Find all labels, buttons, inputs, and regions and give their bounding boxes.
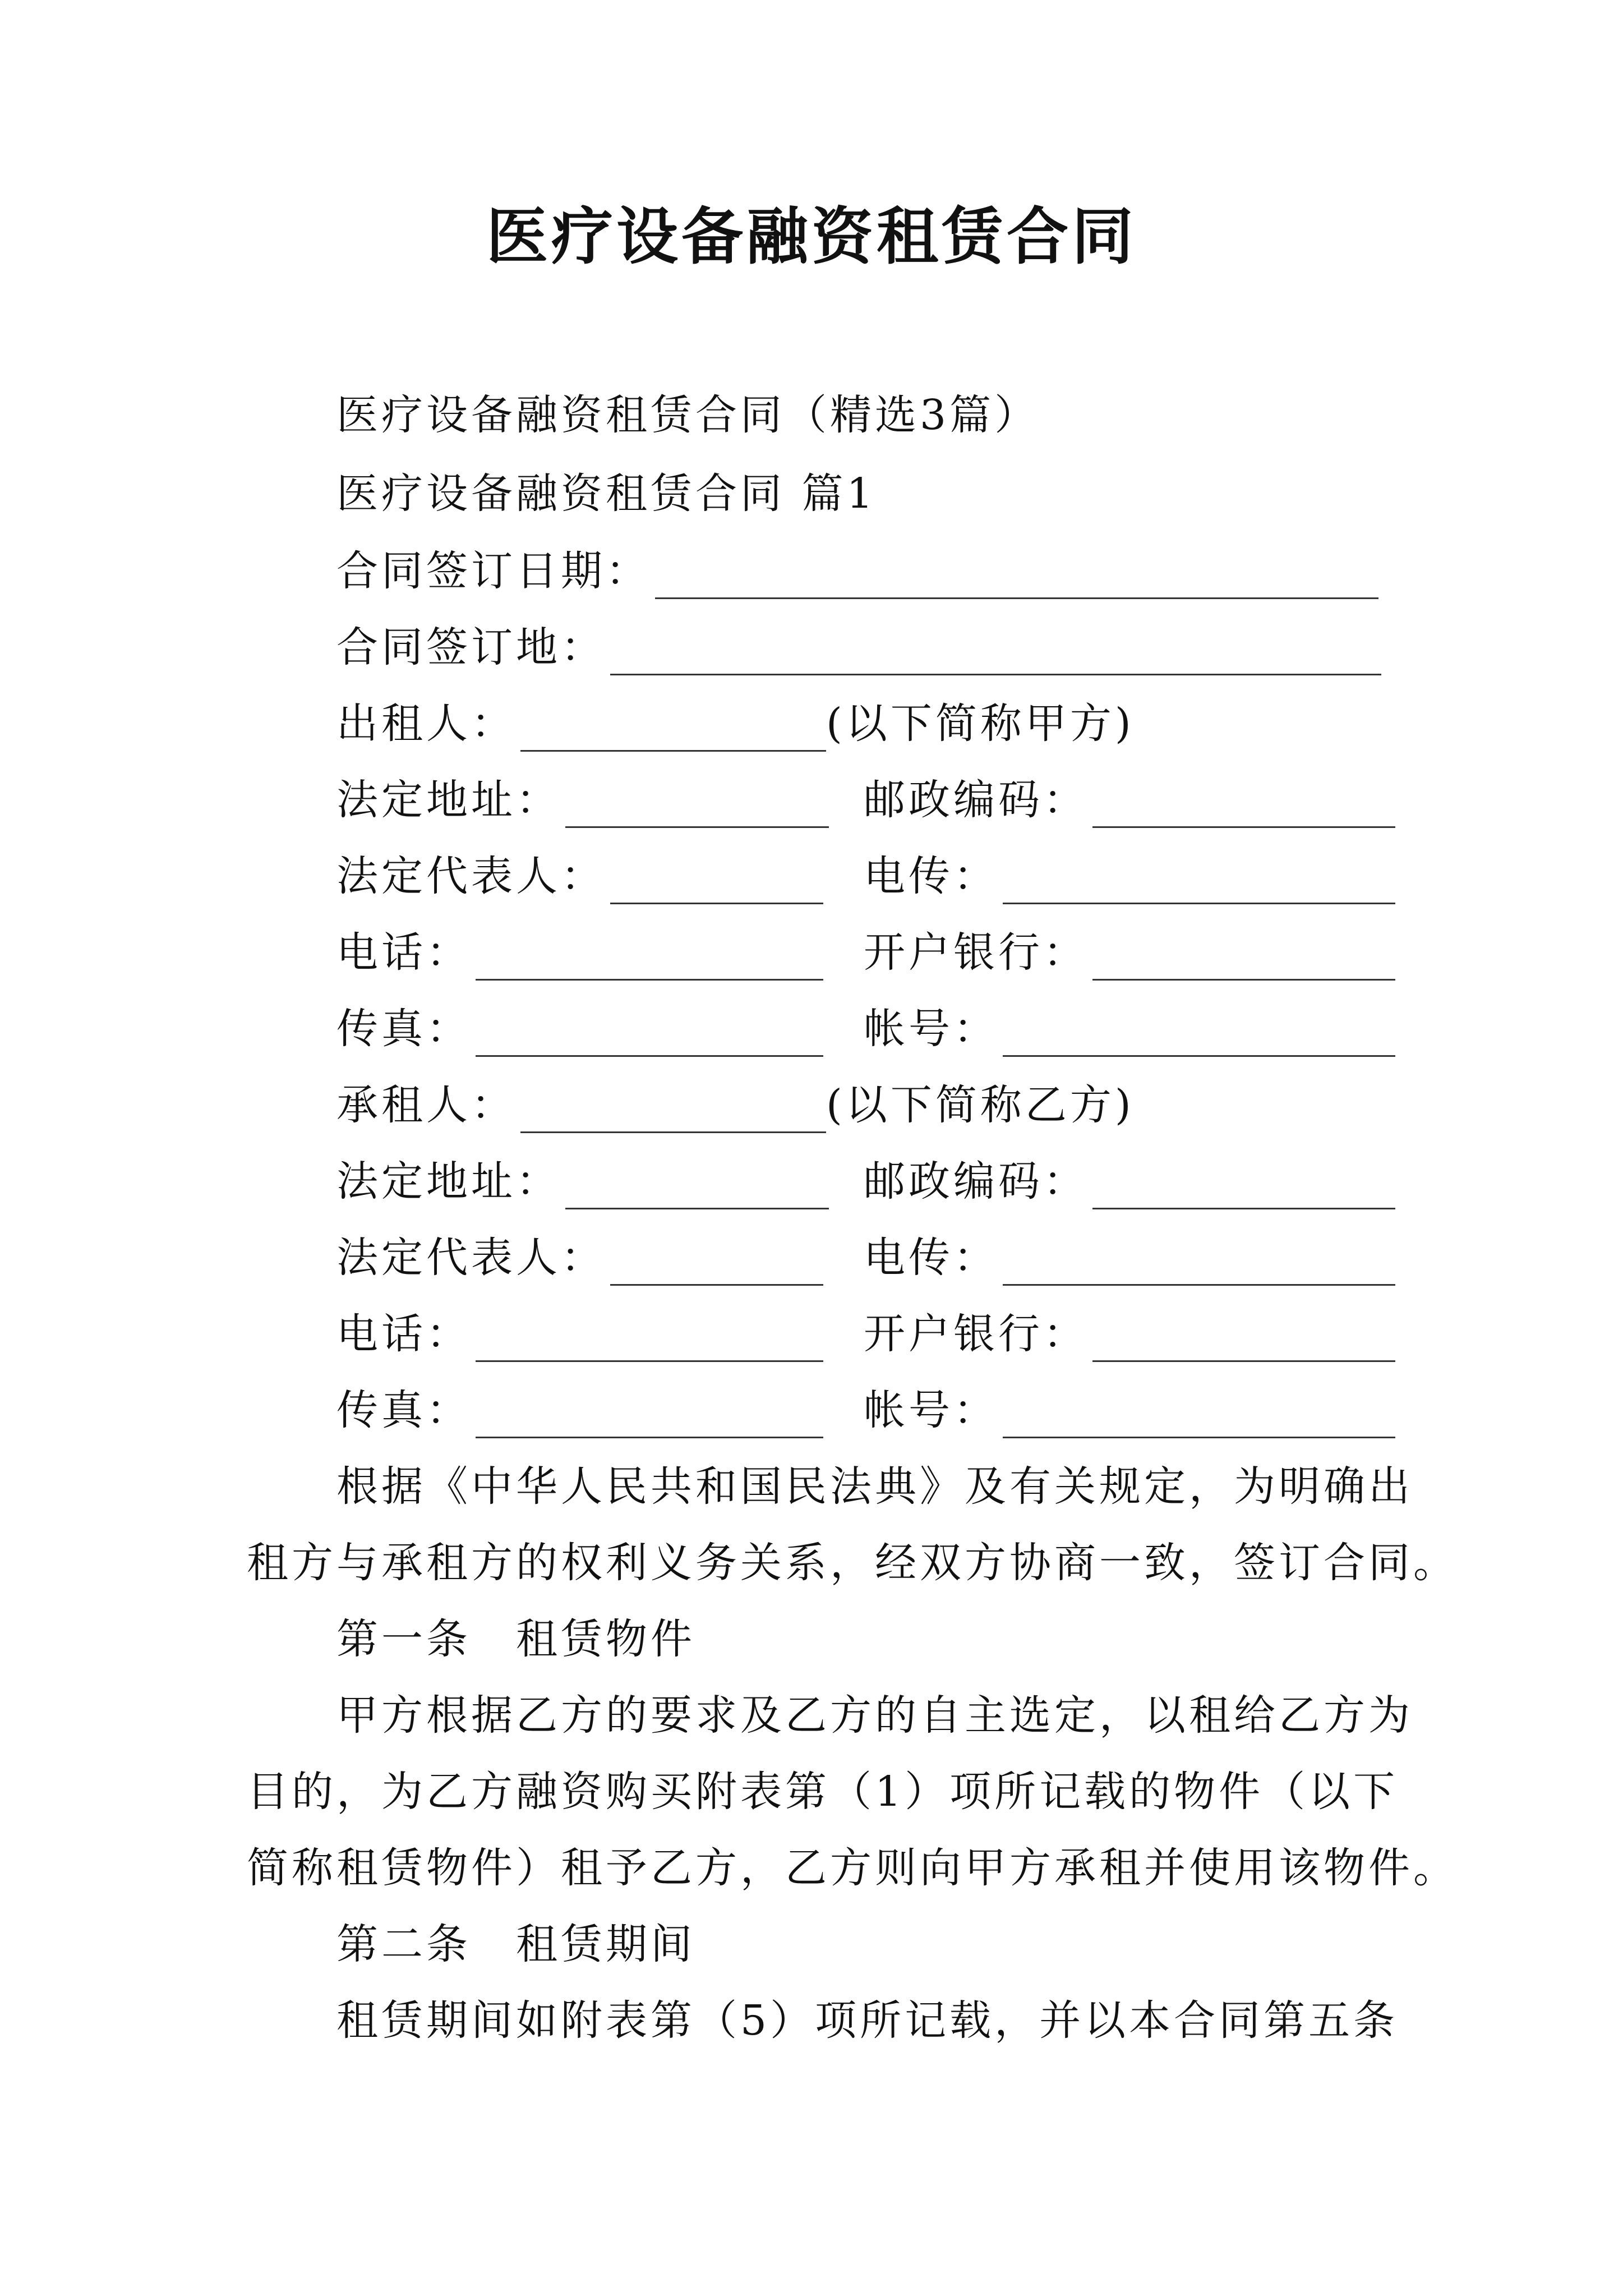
lessee-address-label: 法定地址： [336, 1157, 561, 1205]
lessor-address-label: 法定地址： [336, 776, 561, 824]
document-title: 医疗设备融资租赁合同 [486, 200, 1137, 273]
lessor-address-row [336, 772, 1088, 828]
lessee-telegram-blank[interactable] [1003, 1240, 1395, 1286]
lessee-address-blank[interactable] [565, 1164, 829, 1209]
article-1-line-3: 简称租赁物件）租予乙方，乙方则向甲方承租并使用该物件。 [247, 1844, 1458, 1892]
lessor-rep-label: 法定代表人： [336, 852, 606, 900]
lessee-name-blank[interactable] [520, 1088, 826, 1133]
lessor-phone-blank[interactable] [476, 935, 823, 981]
lessee-fax-blank[interactable] [476, 1393, 823, 1438]
lessee-rep-row [336, 1230, 998, 1286]
lessee-postcode-blank[interactable] [1092, 1164, 1395, 1209]
sign-place-row [336, 619, 1381, 675]
lessee-phone-blank[interactable] [476, 1317, 823, 1362]
lessee-bank-blank[interactable] [1092, 1317, 1395, 1362]
article-1-line-2: 目的，为乙方融资购买附表第（1）项所记载的物件（以下 [247, 1768, 1399, 1816]
intro-paragraph-line-1: 根据《中华人民共和国民法典》及有关规定，为明确出 [336, 1462, 1413, 1511]
article-2-line-1: 租赁期间如附表第（5）项所记载，并以本合同第五条 [336, 1996, 1399, 2045]
lessee-telegram-label: 电传： [864, 1234, 998, 1282]
lessor-fax-blank[interactable] [476, 1011, 823, 1057]
sign-date-row [336, 543, 1378, 599]
lessee-suffix: (以下简称乙方) [826, 1081, 1135, 1129]
article-2-title: 第二条 租赁期间 [336, 1920, 695, 1968]
lessor-telegram-label: 电传： [864, 852, 998, 900]
lessor-rep-row [336, 848, 998, 904]
lessor-label: 出租人： [336, 700, 516, 748]
lessor-address-blank[interactable] [565, 783, 829, 828]
lessee-row [336, 1077, 1135, 1133]
lessee-postcode-label: 邮政编码： [864, 1157, 1088, 1205]
lessor-rep-blank[interactable] [610, 859, 823, 904]
sign-date-blank[interactable] [655, 554, 1378, 599]
lessor-row [336, 696, 1135, 752]
sign-date-label: 合同签订日期： [336, 547, 651, 595]
lessee-rep-label: 法定代表人： [336, 1234, 606, 1282]
lessee-rep-blank[interactable] [610, 1240, 823, 1286]
lessee-bank-label: 开户银行： [864, 1310, 1088, 1358]
lessor-postcode-blank[interactable] [1092, 783, 1395, 828]
lessee-fax-label: 传真： [336, 1386, 471, 1434]
lessor-phone-row [336, 924, 1088, 981]
intro-paragraph-line-2: 租方与承租方的权利义务关系，经双方协商一致，签订合同。 [247, 1539, 1458, 1587]
lessee-phone-row [336, 1306, 1088, 1362]
lessor-fax-row [336, 1001, 998, 1057]
lessor-account-blank[interactable] [1003, 1011, 1395, 1057]
subtitle: 医疗设备融资租赁合同（精选3篇） [336, 391, 1040, 439]
lessor-account-label: 帐号： [864, 1005, 998, 1053]
lessee-fax-row [336, 1382, 998, 1438]
lessee-address-row [336, 1153, 1088, 1209]
lessor-bank-label: 开户银行： [864, 928, 1088, 977]
lessor-name-blank[interactable] [520, 706, 826, 752]
lessee-account-blank[interactable] [1003, 1393, 1395, 1438]
lessor-suffix: (以下简称甲方) [826, 700, 1135, 748]
sign-place-blank[interactable] [610, 630, 1381, 675]
lessee-label: 承租人： [336, 1081, 516, 1129]
lessee-phone-label: 电话： [336, 1310, 471, 1358]
lessor-postcode-label: 邮政编码： [864, 776, 1088, 824]
part-heading: 医疗设备融资租赁合同 篇1 [336, 470, 877, 518]
article-1-line-1: 甲方根据乙方的要求及乙方的自主选定，以租给乙方为 [336, 1691, 1413, 1740]
sign-place-label: 合同签订地： [336, 623, 606, 671]
lessor-bank-blank[interactable] [1092, 935, 1395, 981]
lessor-fax-label: 传真： [336, 1005, 471, 1053]
lessor-phone-label: 电话： [336, 928, 471, 977]
article-1-title: 第一条 租赁物件 [336, 1615, 695, 1663]
lessee-account-label: 帐号： [864, 1386, 998, 1434]
lessor-telegram-blank[interactable] [1003, 859, 1395, 904]
